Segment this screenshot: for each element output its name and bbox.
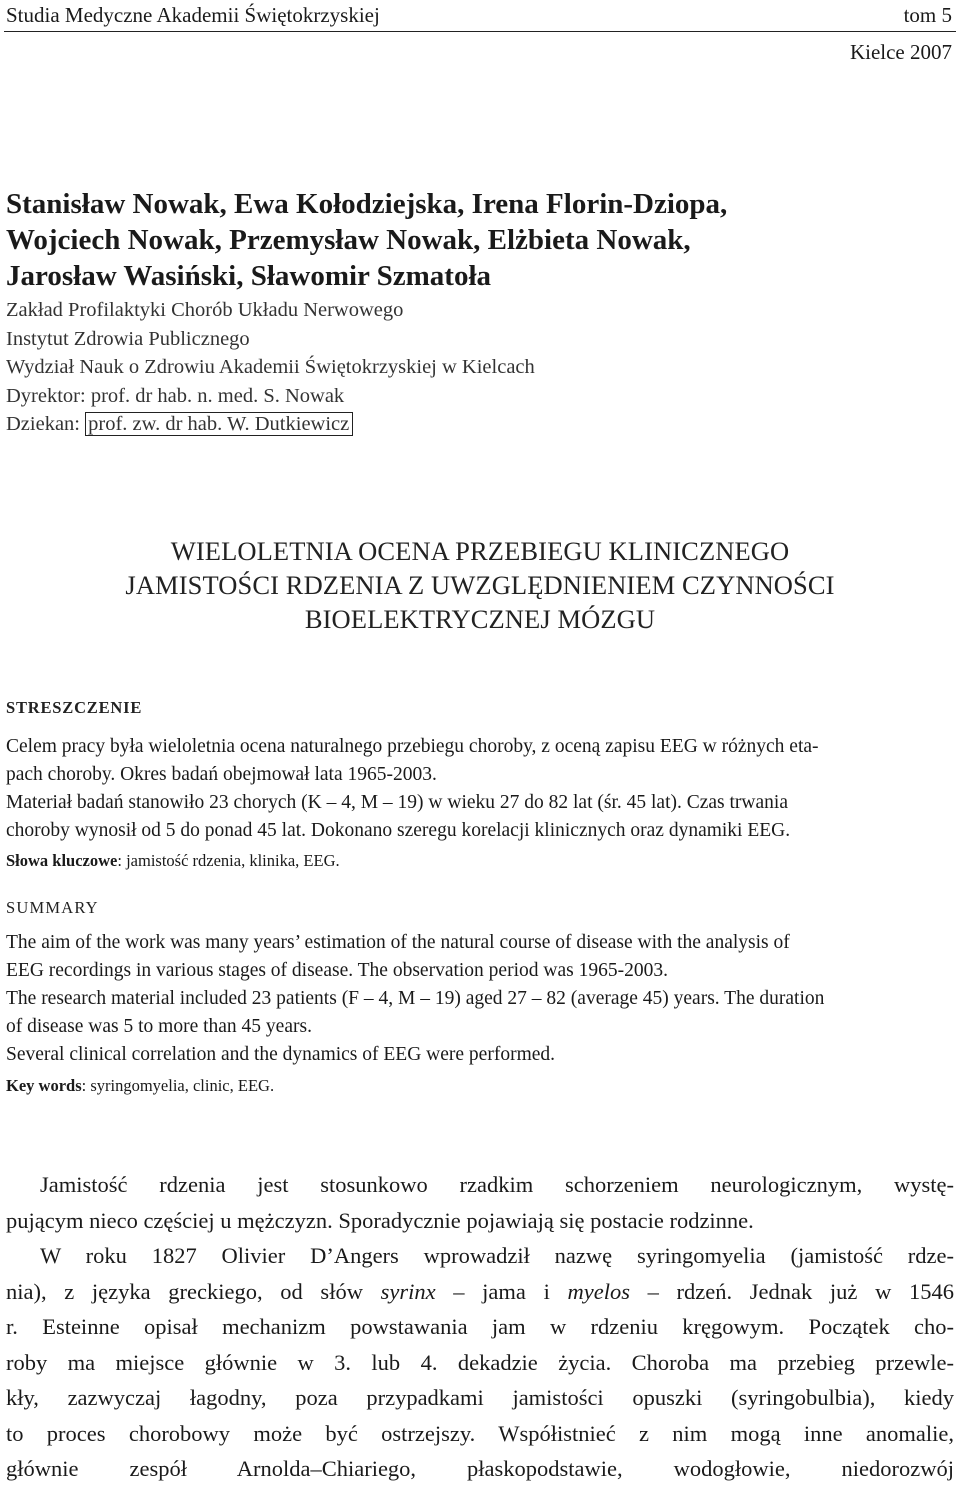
streszczenie-abstract — [6, 733, 954, 845]
dean-label: Dziekan: — [6, 413, 80, 435]
author-line: Jarosław Wasiński, Sławomir Szmatoła — [6, 260, 492, 292]
body-line: roby ma miejsce głównie w 3. lub 4. dekadzie życia. Choroba ma przebieg przewle- — [6, 1349, 954, 1375]
summary-heading: SUMMARY — [6, 898, 99, 917]
journal-name: Studia Medyczne Akademii Świętokrzyskiej — [6, 3, 380, 27]
affiliation-line: Wydział Nauk o Zdrowiu Akademii Świętokrzyskiej w Kielcach — [6, 356, 535, 378]
body-line: Jamistość rdzenia jest stosunkowo rzadkim schorzeniem neurologicznym, wystę- — [40, 1172, 954, 1197]
article-title — [0, 534, 960, 636]
dean-line — [6, 410, 946, 439]
title-line: BIOELEKTRYCZNEJ MÓZGU — [304, 604, 656, 634]
author-line: Wojciech Nowak, Przemysław Nowak, Elżbieta Nowak, — [6, 224, 691, 256]
keywords-label: Key words — [6, 1076, 82, 1095]
dean-name-highlight[interactable]: prof. zw. dr hab. W. Dutkiewicz — [85, 412, 353, 436]
author-list — [6, 186, 946, 294]
keywords-label: Słowa kluczowe — [6, 851, 118, 870]
abstract-line: Celem pracy była wieloletnia ocena naturalnego przebiegu choroby, z oceną zapisu EEG w różnych eta- — [6, 736, 819, 757]
abstract-line: Materiał badań stanowiło 23 chorych (K – 4, M – 19) w wieku 27 do 82 lat (śr. 45 lat). Czas trwania — [6, 792, 788, 813]
term-syrinx: syrinx — [380, 1278, 436, 1304]
affiliation-line: Instytut Zdrowia Publicznego — [6, 327, 250, 350]
author-line: Stanisław Nowak, Ewa Kołodziejska, Irena Florin-Dziopa, — [6, 188, 728, 220]
body-text-run: – rdzeń. Jednak już w 1546 — [629, 1278, 954, 1304]
keywords-text: : jamistość rdzenia, klinika, EEG. — [117, 851, 340, 870]
summary-abstract — [6, 929, 954, 1069]
body-text-run: nia), z języka greckiego, od słów — [6, 1278, 381, 1304]
title-line: JAMISTOŚCI RDZENIA Z UWZGLĘDNIENIEM CZYNNOŚCI — [125, 570, 835, 600]
body-line: kły, zazwyczaj łagodny, poza przypadkami jamistości opuszki (syringobulbia), kiedy — [6, 1385, 954, 1410]
volume-label: tom 5 — [903, 3, 952, 27]
place-year: Kielce 2007 — [849, 40, 952, 64]
body-line: pującym nieco częściej u mężczyzn. Sporadycznie pojawiają się postacie rodzinne. — [6, 1207, 754, 1233]
english-keywords — [6, 1076, 274, 1096]
polish-keywords — [6, 851, 340, 871]
body-line: głównie zespół Arnolda–Chiariego, płaskopodstawie, wodogłowie, niedorozwój — [6, 1456, 954, 1481]
abstract-line: pach choroby. Okres badań obejmował lata 1965-2003. — [6, 764, 437, 785]
keywords-text: : syringomyelia, clinic, EEG. — [81, 1076, 275, 1095]
summary-line: Several clinical correlation and the dynamics of EEG were performed. — [6, 1044, 556, 1065]
body-line: to proces chorobowy może być ostrzejszy. Współistnieć z nim mogą inne anomalie, — [6, 1420, 954, 1446]
body-text-run: – jama i — [435, 1278, 568, 1304]
body-line: r. Esteinne opisał mechanizm powstawania jam w rdzeniu kręgowym. Początek cho- — [6, 1314, 954, 1339]
main-body-text — [6, 1167, 954, 1487]
summary-line: EEG recordings in various stages of disease. The observation period was 1965-2003. — [6, 960, 668, 981]
summary-line: The aim of the work was many years’ estimation of the natural course of disease with the analysis of — [6, 932, 790, 953]
affiliation-block — [6, 296, 946, 439]
summary-line: The research material included 23 patients (F – 4, M – 19) aged 27 – 82 (average 45) years. The duration — [6, 988, 825, 1009]
streszczenie-heading: STRESZCZENIE — [6, 698, 143, 717]
abstract-line: choroby wynosił od 5 do ponad 45 lat. Dokonano szeregu korelacji klinicznych oraz dynamiki EEG. — [6, 820, 791, 841]
affiliation-line: Zakład Profilaktyki Chorób Układu Nerwowego — [6, 299, 404, 321]
header-rule — [4, 31, 956, 32]
summary-line: of disease was 5 to more than 45 years. — [6, 1016, 312, 1037]
term-myelos: myelos — [567, 1278, 630, 1304]
body-line — [6, 1274, 954, 1310]
title-line: WIELOLETNIA OCENA PRZEBIEGU KLINICZNEGO — [170, 536, 790, 566]
director-line: Dyrektor: prof. dr hab. n. med. S. Nowak — [6, 384, 345, 407]
body-line: W roku 1827 Olivier D’Angers wprowadził nazwę syringomyelia (jamistość rdze- — [40, 1243, 954, 1268]
